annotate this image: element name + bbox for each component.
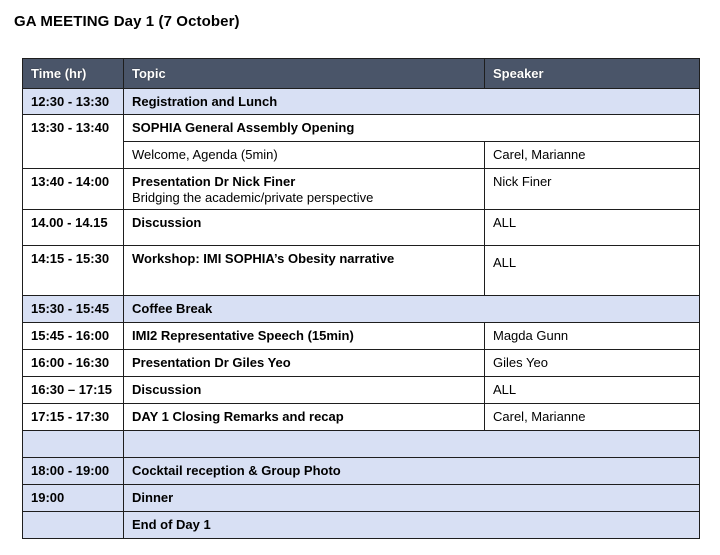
time-cell: [23, 512, 124, 539]
table-row: [23, 350, 700, 377]
table-row: [23, 142, 700, 169]
speaker-cell: Magda Gunn: [485, 323, 700, 350]
table-row: [23, 431, 700, 458]
agenda-table: [22, 58, 700, 539]
topic-cell: Welcome, Agenda (5min): [124, 142, 485, 169]
speaker-cell: ALL: [485, 210, 700, 246]
speaker-cell: ALL: [485, 246, 700, 296]
column-header-speaker: Speaker: [485, 59, 700, 89]
time-cell: 18:00 - 19:00: [23, 458, 124, 485]
topic-cell: Workshop: IMI SOPHIA’s Obesity narrative: [124, 246, 485, 296]
time-cell: 14.00 - 14.15: [23, 210, 124, 246]
topic-cell: Discussion: [124, 210, 485, 246]
topic-subtitle: Bridging the academic/private perspective: [132, 190, 374, 205]
time-cell: 15:45 - 16:00: [23, 323, 124, 350]
table-row: [23, 377, 700, 404]
speaker-cell: Carel, Marianne: [485, 404, 700, 431]
table-header-row: [23, 59, 700, 89]
table-row: [23, 404, 700, 431]
time-cell: 17:15 - 17:30: [23, 404, 124, 431]
table-row: [23, 485, 700, 512]
table-row: [23, 458, 700, 485]
time-cell: 16:30 – 17:15: [23, 377, 124, 404]
table-row: [23, 246, 700, 296]
table-row: [23, 115, 700, 142]
table-row: [23, 210, 700, 246]
table-row: [23, 512, 700, 539]
time-cell: 14:15 - 15:30: [23, 246, 124, 296]
page-title: GA MEETING Day 1 (7 October): [14, 13, 240, 30]
table-row: [23, 296, 700, 323]
speaker-cell: Carel, Marianne: [485, 142, 700, 169]
topic-cell: Cocktail reception & Group Photo: [124, 458, 700, 485]
topic-cell: [124, 431, 700, 458]
topic-cell: End of Day 1: [124, 512, 700, 539]
time-cell: 13:30 - 13:40: [23, 115, 124, 169]
time-cell: 15:30 - 15:45: [23, 296, 124, 323]
speaker-cell: Nick Finer: [485, 169, 700, 210]
column-header-topic: Topic: [124, 59, 485, 89]
table-row: [23, 89, 700, 115]
table-row: [23, 323, 700, 350]
topic-cell: Registration and Lunch: [124, 89, 700, 115]
column-header-time: Time (hr): [23, 59, 124, 89]
topic-cell: Coffee Break: [124, 296, 700, 323]
table-row: [23, 169, 700, 210]
time-cell: 13:40 - 14:00: [23, 169, 124, 210]
time-cell: 12:30 - 13:30: [23, 89, 124, 115]
topic-cell: DAY 1 Closing Remarks and recap: [124, 404, 485, 431]
topic-cell: SOPHIA General Assembly Opening: [124, 115, 700, 142]
topic-cell: [124, 169, 485, 210]
time-cell: 16:00 - 16:30: [23, 350, 124, 377]
time-cell: 19:00: [23, 485, 124, 512]
topic-cell: Discussion: [124, 377, 485, 404]
speaker-cell: ALL: [485, 377, 700, 404]
topic-title: Presentation Dr Nick Finer: [132, 174, 296, 189]
topic-cell: Dinner: [124, 485, 700, 512]
speaker-cell: Giles Yeo: [485, 350, 700, 377]
time-cell: [23, 431, 124, 458]
topic-cell: IMI2 Representative Speech (15min): [124, 323, 485, 350]
topic-cell: Presentation Dr Giles Yeo: [124, 350, 485, 377]
